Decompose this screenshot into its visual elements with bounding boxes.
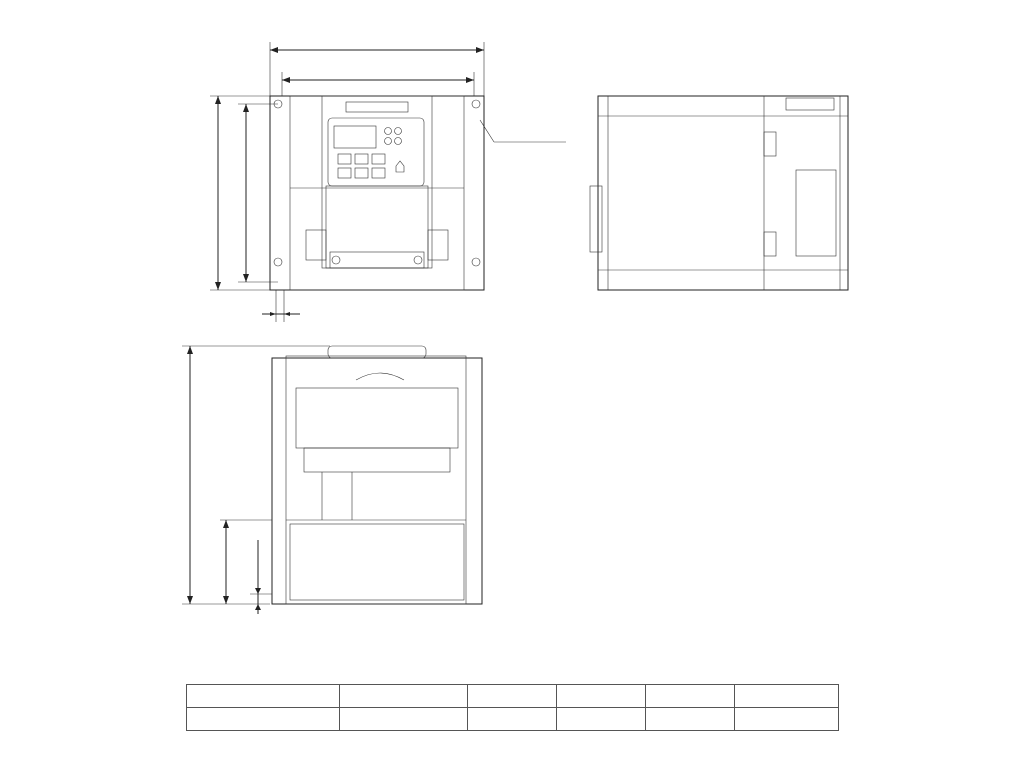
header-power [187, 685, 340, 708]
header-type [340, 685, 468, 708]
cell-power [187, 708, 340, 731]
cell-d1 [735, 708, 839, 731]
header-d1 [735, 685, 839, 708]
header-h [557, 685, 646, 708]
top-view [182, 346, 482, 614]
side-view [590, 96, 848, 290]
cell-type [340, 708, 468, 731]
header-d [646, 685, 735, 708]
spec-table [186, 684, 839, 731]
cell-w [468, 708, 557, 731]
table-row [187, 708, 839, 731]
front-view [210, 42, 566, 322]
cell-d [646, 708, 735, 731]
header-w [468, 685, 557, 708]
table-header-row [187, 685, 839, 708]
cell-h [557, 708, 646, 731]
